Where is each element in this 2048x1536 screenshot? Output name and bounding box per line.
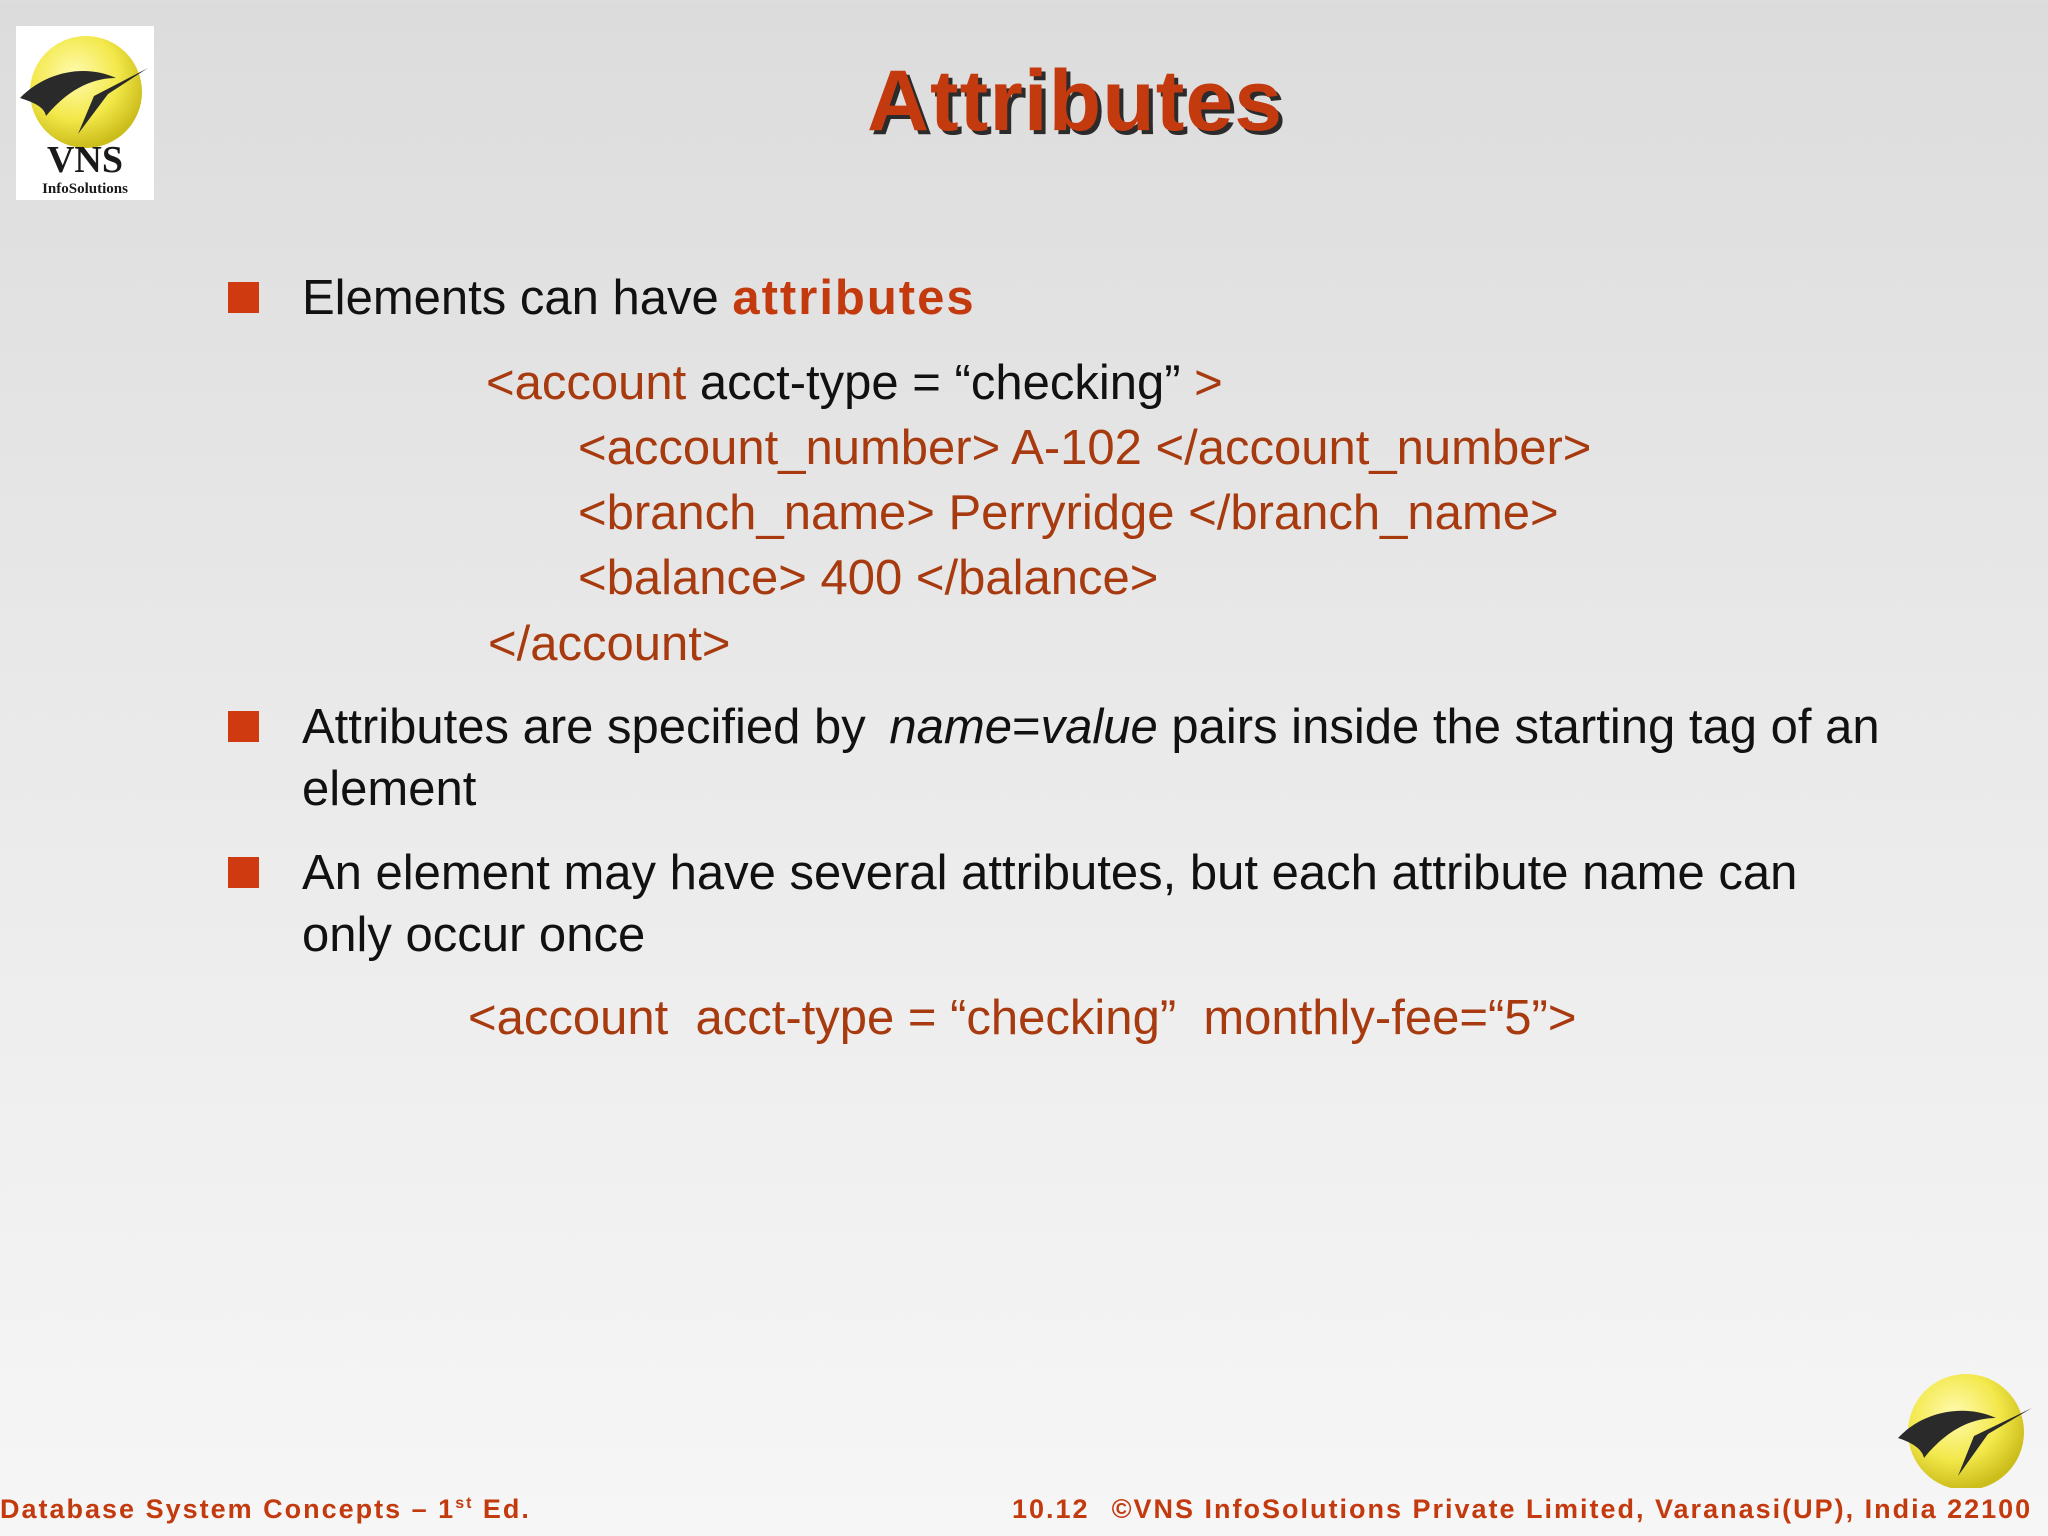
code-open-tag-attr: acct-type = “checking” [686,356,1195,410]
footer-right [1012,1494,2032,1525]
bullet-2-eq: = [1011,700,1041,754]
logo-text-sub: InfoSolutions [42,181,128,197]
bullet-2-name: name [889,700,1012,754]
bullet-3-line-2: only occur once [302,908,646,962]
slide-title: Attributes [866,53,1284,149]
bullet-3-line-1: An element may have several attributes, but each attribute name can [302,846,1798,900]
bullet-2-post: pairs inside the starting tag of an [1157,700,1880,754]
bullet-1 [302,268,976,329]
bullet-2-line-1 [302,697,1880,758]
bullet-square [228,282,259,313]
bullet-1-emphasis: attributes [732,271,976,325]
footer-edition-sup: st [455,1495,474,1512]
bullet-square [228,857,259,888]
bullet-2-value: value [1040,700,1158,754]
bullet-1-text: Elements can have [302,271,733,325]
code-line-2: <account_number> A-102 </account_number> [578,421,1592,475]
code-example-2: <account acct-type = “checking” monthly-fee=“5”> [468,991,1577,1045]
code-open-tag-start: <account [486,356,687,410]
code-line-1 [486,353,1223,414]
footer-copyright: ©VNS InfoSolutions Private Limited, Varanasi(UP), India 22100 [1111,1494,2033,1524]
vns-logo-bottom [1892,1368,2038,1488]
footer-page-number: 10.12 [1012,1494,1090,1524]
footer-book-title: Database System Concepts – 1 [0,1494,456,1524]
bullet-2-pre: Attributes are specified by [302,700,880,754]
footer-edition: Ed. [473,1494,531,1524]
footer-left [0,1494,531,1525]
bullet-square [228,711,259,742]
code-line-4: <balance> 400 </balance> [578,551,1159,605]
bullet-2-line-2: element [302,762,477,816]
code-line-3: <branch_name> Perryridge </branch_name> [578,486,1559,540]
logo-text-main: VNS [46,139,124,181]
code-open-tag-end: > [1194,356,1223,410]
code-close-tag: </account> [488,617,731,671]
